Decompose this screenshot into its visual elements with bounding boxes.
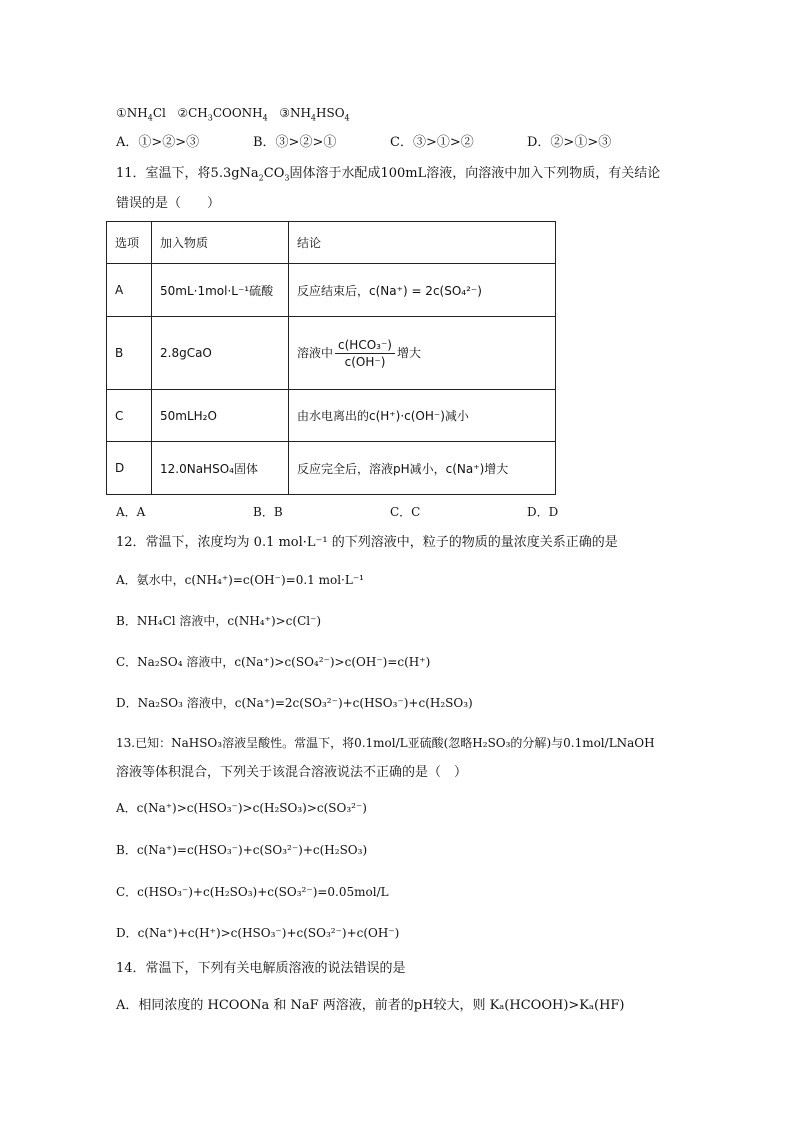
q11-stem-part3: 固体溶于水配成100mL溶液，向溶液中加入下列物质，有关结论: [289, 166, 661, 181]
fraction-denominator: c(OH⁻): [344, 354, 386, 369]
fraction-numerator: c(HCO₃⁻): [335, 338, 395, 354]
q13-option-d: D．c(Na⁺)+c(H⁺)>c(HSO₃⁻)+c(SO₃²⁻)+c(OH⁻): [116, 926, 400, 940]
q12-option-a: A．氨水中，c(NH₄⁺)=c(OH⁻)=0.1 mol·L⁻¹: [116, 573, 364, 587]
table-header-row: [107, 222, 556, 264]
q10-option-d: D．②>①>③: [527, 135, 612, 150]
row-b-substance: 2.8gCaO: [152, 317, 289, 390]
q10-item-1b: Cl: [152, 106, 166, 120]
q13-option-c: C．c(HSO₃⁻)+c(H₂SO₃)+c(SO₃²⁻)=0.05mol/L: [116, 885, 389, 899]
row-a-conclusion: 反应结束后，c(Na⁺) = 2c(SO₄²⁻): [289, 264, 556, 317]
q14-option-a: A．相同浓度的 HCOONa 和 NaF 两溶液，前者的pH较大，则 Kₐ(HCOOH)>Kₐ(HF): [116, 998, 625, 1013]
q11-table: [106, 221, 556, 495]
row-b-conclusion-pre: 溶液中: [297, 345, 334, 360]
q13-option-a: A．c(Na⁺)>c(HSO₃⁻)>c(H₂SO₃)>c(SO₃²⁻): [116, 801, 367, 815]
header-option: 选项: [107, 222, 152, 264]
q12-option-d: D．Na₂SO₃ 溶液中，c(Na⁺)=2c(SO₃²⁻)+c(HSO₃⁻)+c(H₂SO₃): [116, 696, 473, 710]
q11-option-d: D．D: [527, 505, 559, 519]
row-c-substance: 50mLH₂O: [152, 390, 289, 442]
q10-item-2b: COONH: [212, 106, 263, 120]
q14-stem: 14．常温下，下列有关电解质溶液的说法错误的是: [116, 961, 406, 976]
row-a-option: A: [107, 264, 152, 317]
q11-option-a: A．A: [116, 505, 146, 519]
q11-stem-part2: CO: [263, 166, 285, 181]
ratio-fraction: [335, 338, 395, 369]
q10-item-3a: ③NH: [279, 106, 311, 120]
q11-stem-line2: 错误的是（ ）: [116, 196, 221, 211]
q11-option-c: C．C: [390, 505, 421, 519]
q10-item-3b: HSO: [316, 106, 345, 120]
q12-option-b: B．NH₄Cl 溶液中，c(NH₄⁺)>c(Cl⁻): [116, 614, 322, 628]
header-substance: 加入物质: [152, 222, 289, 264]
row-b-conclusion-post: 增大: [396, 345, 421, 360]
row-d-substance: 12.0NaHSO₄固体: [152, 442, 289, 495]
table-row: [107, 264, 556, 317]
q12-option-c: C．Na₂SO₄ 溶液中，c(Na⁺)>c(SO₄²⁻)>c(OH⁻)=c(H⁺): [116, 655, 431, 669]
row-c-conclusion: 由水电离出的c(H⁺)·c(OH⁻)减小: [289, 390, 556, 442]
row-d-conclusion: 反应完全后，溶液pH减小，c(Na⁺)增大: [289, 442, 556, 495]
q10-option-a: A．①>②>③: [116, 135, 200, 150]
row-b-option: B: [107, 317, 152, 390]
q13-option-b: B．c(Na⁺)=c(HSO₃⁻)+c(SO₃²⁻)+c(H₂SO₃): [116, 843, 368, 857]
q10-option-b: B．③>②>①: [253, 135, 337, 150]
q12-stem: 12．常温下，浓度均为 0.1 mol·L⁻¹ 的下列溶液中，粒子的物质的量浓度关系正确的是: [116, 535, 618, 550]
table-row: [107, 390, 556, 442]
table-row: [107, 442, 556, 495]
table-row: [107, 317, 556, 390]
row-a-substance: 50mL·1mol·L⁻¹硫酸: [152, 264, 289, 317]
header-conclusion: 结论: [289, 222, 556, 264]
q10-item-2a: ②CH: [177, 106, 208, 120]
q11-option-b: B．B: [253, 505, 283, 519]
row-d-option: D: [107, 442, 152, 495]
q10-item-1a: ①NH: [116, 106, 148, 120]
q11-stem-part1: 11．室温下，将5.3gNa: [116, 166, 259, 181]
q10-items: $①NH_4Cl$ $②CH_3COONH_4$ $③NH_4HSO_4$: [116, 106, 350, 123]
q10-option-c: C．③>①>②: [390, 135, 474, 150]
row-b-conclusion: [289, 317, 556, 390]
row-c-option: C: [107, 390, 152, 442]
q13-stem-line2: 溶液等体积混合，下列关于该混合溶液说法不正确的是（ ）: [116, 765, 468, 780]
q11-stem-line1: 11．室温下，将$5.3gNa_2CO_3$固体溶于水配成100mL溶液，向溶液中加入下列物质，有关结论: [116, 166, 661, 183]
q13-stem-line1: 13.已知：NaHSO₃溶液呈酸性。常温下，将0.1mol/L亚硫酸(忽略H₂SO₃的分解)与0.1mol/LNaOH: [116, 736, 655, 750]
